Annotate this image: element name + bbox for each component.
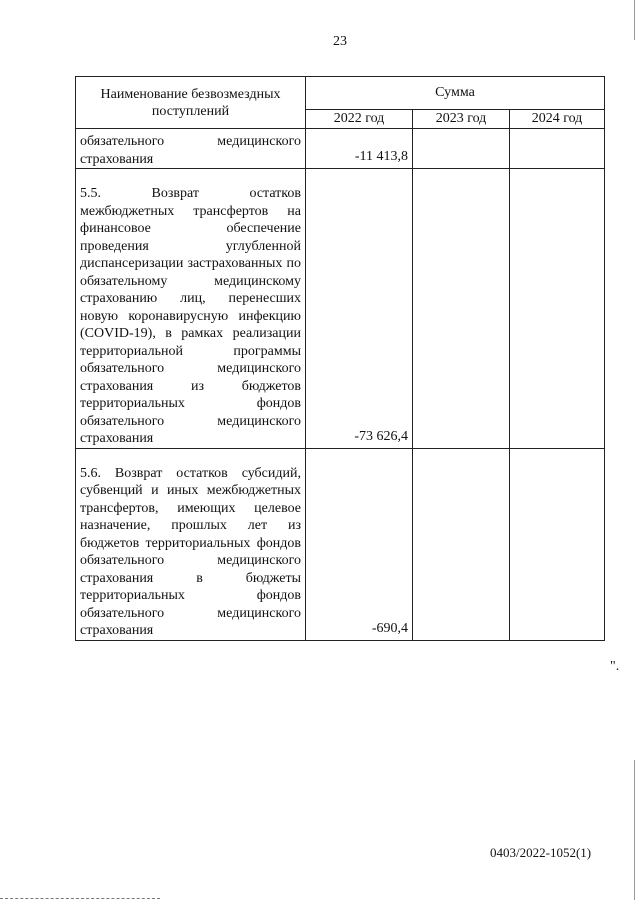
table-row bbox=[76, 448, 605, 640]
closing-quote-mark: ". bbox=[610, 659, 620, 674]
page-number: 23 bbox=[333, 34, 347, 49]
header-row bbox=[76, 77, 605, 110]
header-year-2022: 2022 год bbox=[306, 109, 413, 128]
row-name-cell: обязательного медицинского страхования bbox=[76, 129, 306, 169]
row-value-2023 bbox=[413, 169, 510, 449]
row-name-cell: 5.5. Возврат остатков межбюджетных трансфертов на финансовое обеспечение проведения углубленной диспансеризации застрахованных по обязательному медицинскому страхованию лиц, перенесших новую коронавирусную инфекцию (COVID-19), в рамках реализации территориальной программы обязательного медицинского страхования из бюджетов территориальных фондов обязательного медицинского страхования bbox=[76, 169, 306, 449]
scan-edge-mark bbox=[634, 0, 635, 40]
row-value-2022: -11 413,8 bbox=[306, 129, 413, 169]
budget-table bbox=[75, 76, 605, 641]
header-year-2024: 2024 год bbox=[510, 109, 605, 128]
header-sum-cell: Сумма bbox=[306, 77, 605, 110]
row-value-2024 bbox=[510, 169, 605, 449]
scan-edge-mark bbox=[634, 760, 635, 900]
row-value-2023 bbox=[413, 129, 510, 169]
table-row bbox=[76, 129, 605, 169]
table-row bbox=[76, 169, 605, 449]
header-year-2023: 2023 год bbox=[413, 109, 510, 128]
document-code: 0403/2022-1052(1) bbox=[490, 845, 592, 860]
scan-edge-line bbox=[0, 898, 160, 899]
row-value-2024 bbox=[510, 448, 605, 640]
header-name-cell: Наименование безвозмездных поступлений bbox=[76, 77, 306, 129]
row-value-2023 bbox=[413, 448, 510, 640]
row-name-cell: 5.6. Возврат остатков субсидий, субвенций и иных межбюджетных трансфертов, имеющих целевое назначение, прошлых лет из бюджетов территориальных фондов обязательного медицинского страхования в бюджеты территориальных фондов обязательного медицинского страхования bbox=[76, 448, 306, 640]
row-value-2024 bbox=[510, 129, 605, 169]
row-value-2022: -73 626,4 bbox=[306, 169, 413, 449]
row-value-2022: -690,4 bbox=[306, 448, 413, 640]
